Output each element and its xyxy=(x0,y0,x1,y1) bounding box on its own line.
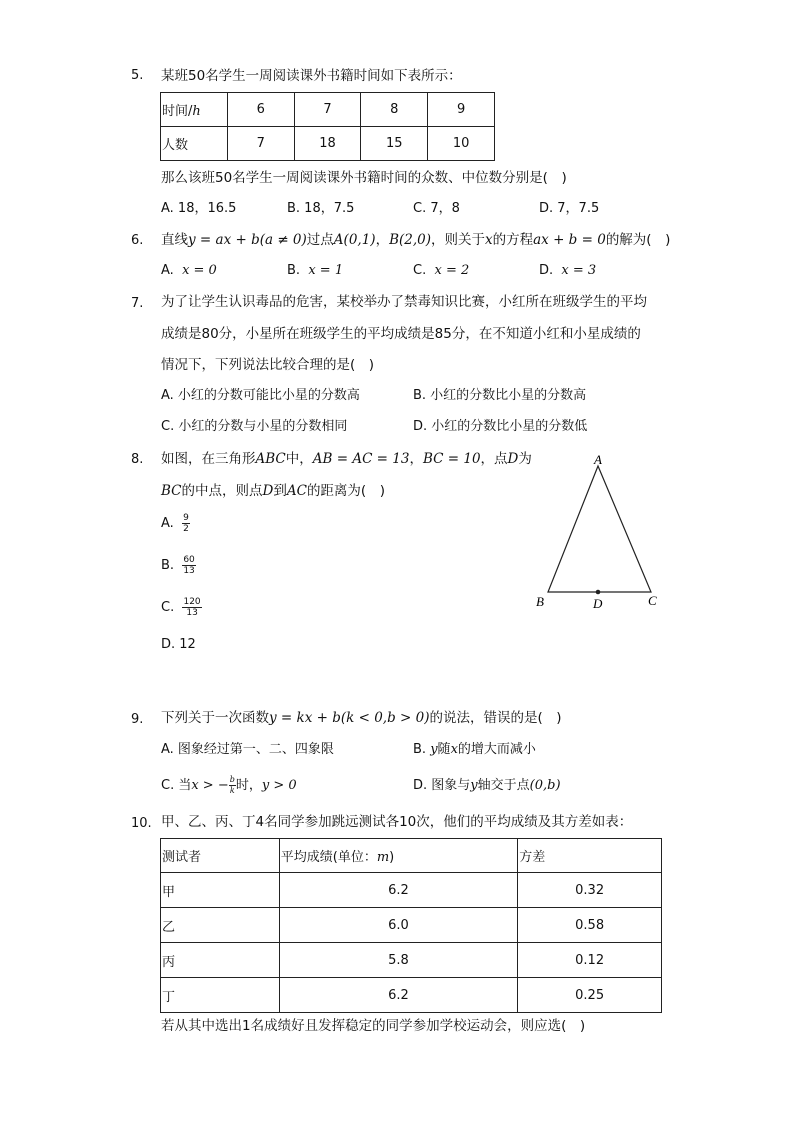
table-row-label: 人数 xyxy=(161,127,228,161)
table-cell: 0.58 xyxy=(518,908,662,943)
table-cell: 18 xyxy=(294,127,361,161)
table-cell: 6 xyxy=(227,93,294,127)
option-b[interactable]: B. x = 1 xyxy=(287,263,344,278)
vertex-label-c: C xyxy=(648,593,657,608)
question-followup: 那么该班50名学生一周阅读课外书籍时间的众数、中位数分别是( ) xyxy=(161,170,567,186)
table-cell: 6.2 xyxy=(279,978,518,1013)
table-cell: 7 xyxy=(294,93,361,127)
table-row-label: 时间/h xyxy=(161,93,228,127)
question-stem: 下列关于一次函数y = kx + b(k < 0,b > 0)的说法，错误的是( ) xyxy=(161,710,562,726)
option-a[interactable]: A. 小红的分数可能比小星的分数高 xyxy=(161,388,360,403)
table-cell: 6.0 xyxy=(279,908,518,943)
question-stem-line: 为了让学生认识毒品的危害，某校举办了禁毒知识比赛，小红所在班级学生的平均 xyxy=(161,294,647,310)
table-header-cell: 平均成绩(单位：m) xyxy=(279,839,518,873)
table-cell: 甲 xyxy=(161,873,280,908)
question-stem: 甲、乙、丙、丁4名同学参加跳远测试各10次，他们的平均成绩及其方差如表： xyxy=(161,814,633,830)
table-row xyxy=(161,908,662,943)
option-b[interactable]: B. y随x的增大而减小 xyxy=(413,742,536,757)
question-stem: 直线y = ax + b(a ≠ 0)过点A(0,1)，B(2,0)，则关于x的方程ax + b = 0的解为( ) xyxy=(161,232,671,248)
option-d[interactable]: D. x = 3 xyxy=(539,263,597,278)
question-number: 8. xyxy=(131,452,144,467)
table-row xyxy=(161,978,662,1013)
option-b[interactable]: B. 18，7.5 xyxy=(287,201,355,216)
question-stem: 某班50名学生一周阅读课外书籍时间如下表所示： xyxy=(161,68,462,84)
table-cell: 6.2 xyxy=(279,873,518,908)
option-c[interactable]: C. x = 2 xyxy=(413,263,470,278)
option-b[interactable]: B. $\frac{60}{13}$ xyxy=(161,555,195,576)
table-cell: 0.32 xyxy=(518,873,662,908)
question-number: 6. xyxy=(131,233,144,248)
question-followup: 若从其中选出1名成绩好且发挥稳定的同学参加学校运动会，则应选( ) xyxy=(161,1018,586,1034)
option-a[interactable]: A. 图象经过第一、二、四象限 xyxy=(161,742,334,757)
question-number: 5. xyxy=(131,68,144,83)
option-b[interactable]: B. 小红的分数比小星的分数高 xyxy=(413,388,587,403)
option-c[interactable]: C. 当x > − $\frac{b}{k}$ 时，y > 0 xyxy=(161,775,297,795)
table-cell: 8 xyxy=(361,93,428,127)
option-c[interactable]: C. 7，8 xyxy=(413,201,460,216)
table-row xyxy=(161,943,662,978)
question-number: 7. xyxy=(131,296,144,311)
table-cell: 9 xyxy=(428,93,495,127)
question-stem-line: 成绩是80分，小星所在班级学生的平均成绩是85分，在不知道小红和小星成绩的 xyxy=(161,326,641,342)
option-d[interactable]: D. 图象与y轴交于点(0,b) xyxy=(413,778,561,793)
option-d[interactable]: D. 12 xyxy=(161,637,196,652)
question-stem-line: BC的中点，则点D到AC的距离为( ) xyxy=(161,483,385,499)
option-a[interactable]: A. $\frac{9}{2}$ xyxy=(161,513,189,534)
table-cell: 5.8 xyxy=(279,943,518,978)
vertex-label-b: B xyxy=(536,594,544,609)
reading-time-table xyxy=(160,92,495,161)
table-cell: 乙 xyxy=(161,908,280,943)
triangle-abc xyxy=(548,466,651,592)
vertex-label-a: A xyxy=(594,452,602,467)
midpoint-d-dot xyxy=(596,590,601,595)
triangle-figure xyxy=(528,448,668,613)
question-stem-line: 情况下，下列说法比较合理的是( ) xyxy=(161,357,375,373)
option-d[interactable]: D. 小红的分数比小星的分数低 xyxy=(413,419,588,434)
table-cell: 0.25 xyxy=(518,978,662,1013)
option-a[interactable]: A. x = 0 xyxy=(161,263,217,278)
table-cell: 0.12 xyxy=(518,943,662,978)
table-cell: 丙 xyxy=(161,943,280,978)
table-row xyxy=(161,873,662,908)
question-stem-line: 如图，在三角形ABC中，AB = AC = 13，BC = 10，点D为 xyxy=(161,451,532,467)
option-d[interactable]: D. 7，7.5 xyxy=(539,201,600,216)
table-cell: 10 xyxy=(428,127,495,161)
option-c[interactable]: C. $\frac{120}{13}$ xyxy=(161,597,201,618)
table-header-cell: 测试者 xyxy=(161,839,280,873)
long-jump-table xyxy=(160,838,662,1013)
option-c[interactable]: C. 小红的分数与小星的分数相同 xyxy=(161,419,348,434)
table-header-cell: 方差 xyxy=(518,839,662,873)
question-number: 9. xyxy=(131,712,144,727)
question-number: 10. xyxy=(131,816,152,831)
table-cell: 15 xyxy=(361,127,428,161)
point-label-d: D xyxy=(593,596,603,611)
option-a[interactable]: A. 18，16.5 xyxy=(161,201,237,216)
table-cell: 7 xyxy=(227,127,294,161)
table-cell: 丁 xyxy=(161,978,280,1013)
